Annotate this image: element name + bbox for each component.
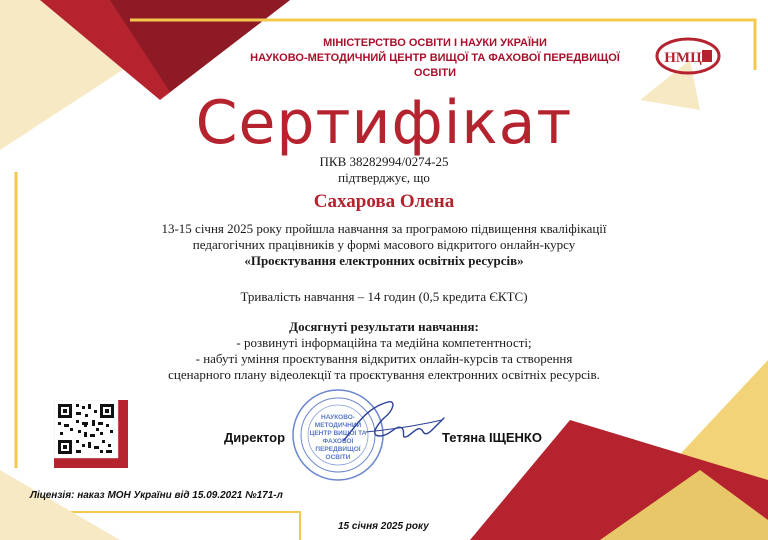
registration-number: ПКВ 38282994/0274-25 [319, 154, 449, 169]
body-line-1: 13-15 січня 2025 року пройшла навчання за програмою підвищення кваліфікації [161, 221, 607, 236]
ministry-name: МІНІСТЕРСТВО ОСВІТИ І НАУКИ УКРАЇНИ [323, 37, 547, 49]
results-title: Досягнуті результати навчання: [289, 319, 479, 334]
center-name: НАУКОВО-МЕТОДИЧНИЙ ЦЕНТР ВИЩОЇ ТА ФАХОВОЇ ПЕРЕДВИЩОЇ ОСВІТИ [250, 52, 620, 79]
result-line-3: сценарного плану відеолекції та проєктування електронних освітніх ресурсів. [168, 367, 600, 382]
stamp-line: ЦЕНТР ВИЩОЇ ТА [309, 430, 367, 437]
course-title: «Проєктування електронних освітніх ресурсів» [244, 253, 524, 268]
stamp-line: НАУКОВО- [321, 414, 355, 421]
result-line-1: - розвинуті інформаційна та медійна компетентності; [236, 335, 532, 350]
certificate-title: Сертифікат [195, 88, 573, 158]
stamp-line: ФАХОВОЇ [322, 438, 354, 445]
issue-date: 15 січня 2025 року [338, 521, 429, 532]
stamp-line: МЕТОДИЧНИЙ [314, 422, 362, 429]
course-duration: Тривалість навчання – 14 годин (0,5 кредита ЄКТС) [240, 289, 528, 304]
stamp-line: ПЕРЕДВИЩОЇ [315, 446, 361, 453]
license-info: Ліцензія: наказ МОН України від 15.09.2021 №171-л [30, 490, 283, 501]
qr-code[interactable] [54, 400, 128, 468]
director-label: Директор [224, 430, 286, 445]
signer-name: Тетяна ІЩЕНКО [442, 430, 542, 445]
handwritten-signature [336, 396, 448, 452]
body-line-2: педагогічних працівників у формі масового відкритого онлайн-курсу [192, 237, 576, 252]
logo-text: НМЦ [664, 50, 702, 66]
corner-shape-bottom-left-light [0, 470, 120, 540]
result-line-2: - набуті уміння проєктування відкритих онлайн-курсів та створення [195, 351, 573, 366]
confirms-text: підтверджує, що [338, 170, 430, 185]
stamp-line: ОСВІТИ [325, 454, 351, 461]
recipient-name: Сахарова Олена [313, 191, 455, 212]
header [240, 36, 630, 81]
nmc-logo [655, 36, 721, 76]
